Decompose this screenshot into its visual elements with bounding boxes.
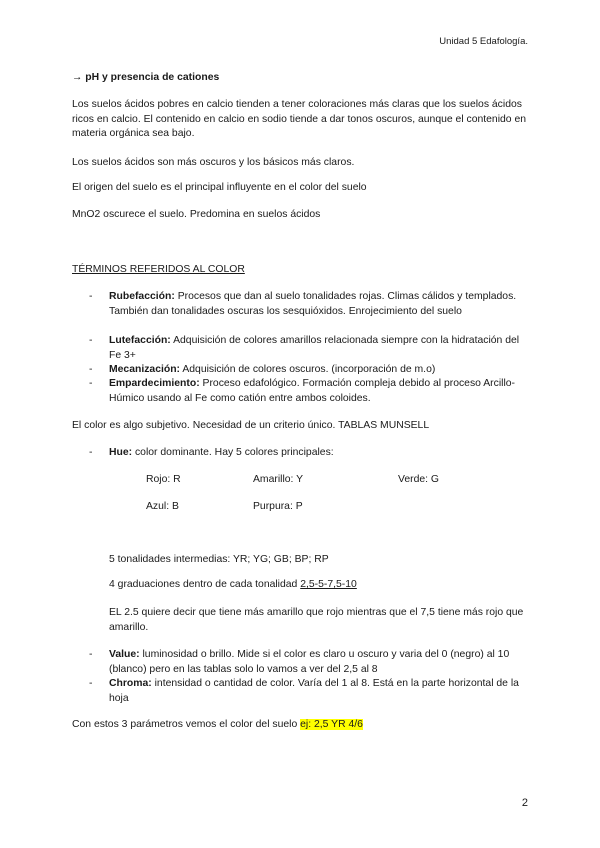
page-header: Unidad 5 Edafología. bbox=[439, 36, 528, 47]
term-value: Value: bbox=[109, 649, 140, 660]
graduaciones-prefix: 4 graduaciones dentro de cada tonalidad bbox=[109, 579, 301, 590]
bullet-dash: - bbox=[89, 649, 93, 660]
text-chroma: intensidad o cantidad de color. Varía del 1 al 8. Está en la parte horizontal de la hoja bbox=[109, 678, 519, 704]
paragraph-subjetivo: El color es algo subjetivo. Necesidad de un criterio único. TABLAS MUNSELL bbox=[72, 420, 430, 431]
bullet-dash: - bbox=[89, 364, 93, 375]
color-azul: Azul: B bbox=[146, 501, 179, 512]
paragraph-intermedias: 5 tonalidades intermedias: YR; YG; GB; BP; RP bbox=[109, 554, 329, 565]
color-amarillo: Amarillo: Y bbox=[253, 474, 304, 485]
paragraph-graduaciones bbox=[109, 578, 357, 593]
term-hue: Hue: bbox=[109, 447, 133, 458]
text-mecanizacion: Adquisición de colores oscuros. (incorporación de m.o) bbox=[180, 364, 436, 375]
text-rubefaccion: Procesos que dan al suelo tonalidades rojas. Climas cálidos y templados. También dan tonalidades oscuras los sesquióxidos. Enrojecimiento del suelo bbox=[109, 291, 517, 317]
term-lutefaccion: Lutefacción: bbox=[109, 335, 171, 346]
term-rubefaccion: Rubefacción: bbox=[109, 291, 175, 302]
text-lutefaccion: Adquisición de colores amarillos relacionada siempre con la hidratación del Fe 3+ bbox=[109, 335, 520, 361]
list-item-rubefaccion bbox=[109, 290, 524, 319]
paragraph-el25: EL 2.5 quiere decir que tiene más amarillo que rojo mientras que el 7,5 tiene más rojo que amarillo. bbox=[109, 607, 524, 633]
term-chroma: Chroma: bbox=[109, 678, 152, 689]
section-heading-terminos: TÉRMINOS REFERIDOS AL COLOR bbox=[72, 264, 245, 275]
bullet-dash: - bbox=[89, 447, 93, 458]
bullet-dash: - bbox=[89, 678, 93, 689]
section-heading-ph: → pH y presencia de cationes bbox=[72, 72, 220, 83]
term-mecanizacion: Mecanización: bbox=[109, 364, 181, 375]
color-purpura: Purpura: P bbox=[253, 501, 303, 512]
text-empardecimiento: Proceso edafológico. Formación compleja debido al proceso Arcillo-Húmico usando al Fe como catión entre ambos coloides. bbox=[109, 378, 516, 404]
bullet-dash: - bbox=[89, 378, 93, 389]
list-item-mecanizacion bbox=[109, 363, 524, 378]
paragraph-calcio: Los suelos ácidos pobres en calcio tienden a tener coloraciones más claras que los suelos ácidos ricos en calcio. El contenido en calcio en sodio tiende a dar tonos oscuros, aunque el contenido en materia orgánica sea bajo. bbox=[72, 99, 527, 139]
paragraph-origen: El origen del suelo es el principal influyente en el color del suelo bbox=[72, 182, 367, 193]
list-item-lutefaccion bbox=[109, 334, 524, 363]
list-item-empardecimiento bbox=[109, 377, 524, 406]
list-item-chroma bbox=[109, 677, 524, 706]
color-verde: Verde: G bbox=[398, 474, 440, 485]
page-number: 2 bbox=[521, 797, 528, 809]
color-rojo: Rojo: R bbox=[146, 474, 181, 485]
text-hue: color dominante. Hay 5 colores principales: bbox=[132, 447, 334, 458]
conclusion-example: ej: 2,5 YR 4/6 bbox=[300, 719, 363, 730]
term-empardecimiento: Empardecimiento: bbox=[109, 378, 200, 389]
paragraph-conclusion bbox=[72, 718, 363, 733]
paragraph-mno2: MnO2 oscurece el suelo. Predomina en suelos ácidos bbox=[72, 209, 321, 220]
list-item-hue bbox=[109, 446, 524, 461]
list-item-value bbox=[109, 648, 524, 677]
bullet-dash: - bbox=[89, 335, 93, 346]
graduaciones-value: 2,5-5-7,5-10 bbox=[300, 579, 357, 590]
bullet-dash: - bbox=[89, 291, 93, 302]
conclusion-prefix: Con estos 3 parámetros vemos el color del suelo bbox=[72, 719, 301, 730]
paragraph-acidos: Los suelos ácidos son más oscuros y los básicos más claros. bbox=[72, 157, 355, 168]
text-value: luminosidad o brillo. Mide si el color es claro u oscuro y varia del 0 (negro) al 10 (blanco) pero en las tablas solo lo vamos a ver del 2,5 al 8 bbox=[109, 649, 510, 675]
